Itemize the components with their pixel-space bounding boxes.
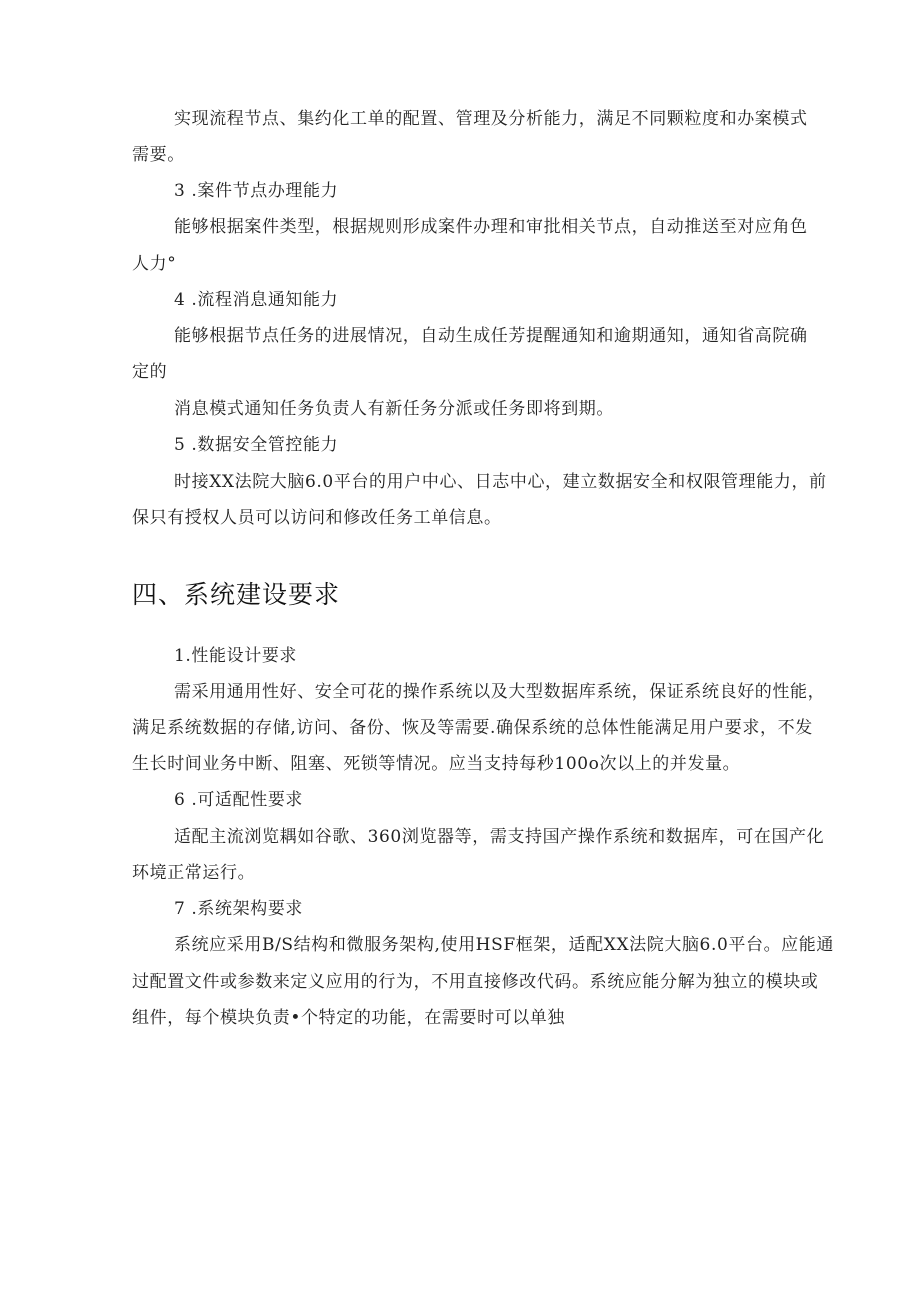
paragraph-line: 时接XX法院大脑6.0平台的用户中心、日志中心，建立数据安全和权限管理能力，前 [174,472,827,492]
paragraph-line: 实现流程节点、集约化工单的配置、管理及分析能力，满足不同颗粒度和办案模式 [174,109,808,129]
section-item-heading: 7 .系统架构要求 [174,899,304,919]
paragraph-line: 保只有授权人员可以访问和修改任务工单信息。 [132,508,502,528]
paragraph-line: 系统应采用B/S结构和微服务架构,使用HSF框架，适配XX法院大脑6.0平台。应能通 [174,935,834,955]
chapter-heading: 四、系统建设要求 [132,580,341,609]
paragraph-line: 组件，每个模块负责•个特定的功能，在需要时可以单独 [132,1008,566,1028]
paragraph-line: 需要。 [132,145,185,165]
section-item-heading: 4 .流程消息通知能力 [174,290,339,310]
paragraph-line: 定的 [132,362,168,382]
paragraph-line: 消息模式通知任务负责人有新任务分派或任务即将到期。 [174,399,614,419]
paragraph-line: 能够根据节点任务的进展情况，自动生成任芳提醒通知和逾期通知，通知省高院确 [174,326,808,346]
paragraph-line: 生长时间业务中断、阻塞、死锁等情况。应当支持每秒100o次以上的并发量。 [132,754,741,774]
paragraph-line: 满足系统数据的存储,访问、备份、恢及等需要.确保系统的总体性能满足用户要求，不发 [132,718,813,738]
paragraph-line: 人力° [132,254,177,274]
section-item-heading: 5 .数据安全管控能力 [174,435,339,455]
paragraph-line: 环境正常运行。 [132,863,256,883]
paragraph-line: 能够根据案件类型，根据规则形成案件办理和审批相关节点，自动推送至对应角色 [174,217,808,237]
paragraph-line: 需采用通用性好、安全可花的操作系统以及大型数据库系统，保证系统良好的性能， [174,682,826,702]
section-item-heading: 3 .案件节点办理能力 [174,181,339,201]
paragraph-line: 过配置文件或参数来定义应用的行为，不用直接修改代码。系统应能分解为独立的模块或 [132,972,819,992]
section-item-heading: 6 .可适配性要求 [174,790,304,810]
section-item-heading: 1.性能设计要求 [174,646,298,666]
paragraph-line: 适配主流浏览耦如谷歌、360浏览器等，需支持国产操作系统和数据库，可在国产化 [174,827,825,847]
